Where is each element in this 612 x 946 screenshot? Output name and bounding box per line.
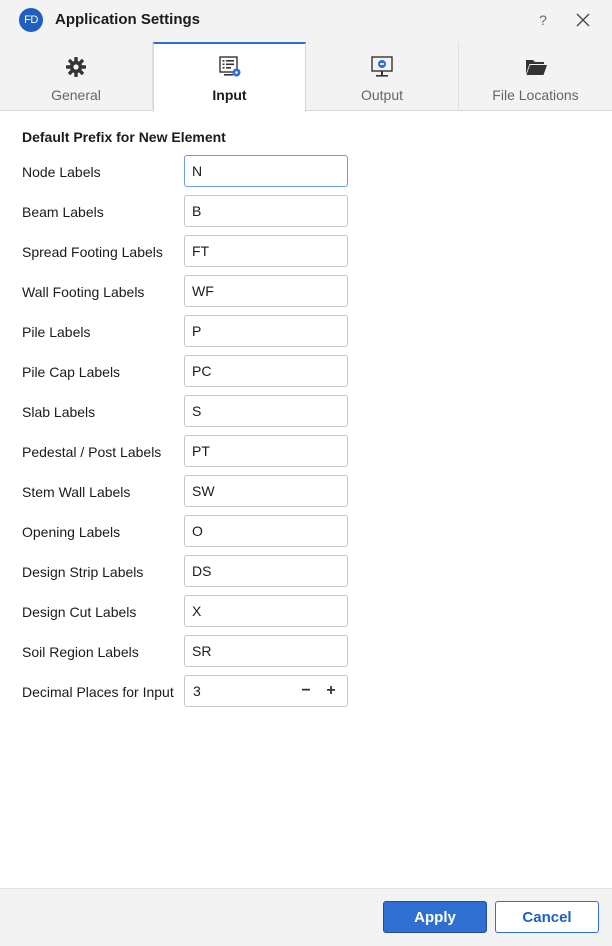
folder-icon — [524, 55, 548, 79]
cancel-button[interactable]: Cancel — [495, 901, 599, 933]
pedestal-post-labels-label: Pedestal / Post Labels — [22, 444, 162, 460]
beam-labels-input[interactable] — [184, 195, 348, 227]
tab-input-label: Input — [212, 87, 247, 103]
design-cut-labels-input[interactable] — [184, 595, 348, 627]
opening-labels-input[interactable] — [184, 515, 348, 547]
wall-footing-labels-label: Wall Footing Labels — [22, 284, 145, 300]
close-icon — [576, 13, 590, 27]
node-labels-label: Node Labels — [22, 164, 101, 180]
spread-footing-labels-input[interactable] — [184, 235, 348, 267]
tab-general[interactable] — [0, 42, 153, 111]
design-strip-labels-input[interactable] — [184, 555, 348, 587]
spread-footing-labels-label: Spread Footing Labels — [22, 244, 163, 260]
beam-labels-label: Beam Labels — [22, 204, 104, 220]
decimal-places-label: Decimal Places for Input — [22, 684, 174, 700]
wall-footing-labels-input[interactable] — [184, 275, 348, 307]
pile-labels-label: Pile Labels — [22, 324, 91, 340]
decrement-button[interactable]: − — [301, 682, 311, 699]
tab-output-label: Output — [360, 87, 404, 103]
pedestal-post-labels-input[interactable] — [184, 435, 348, 467]
design-cut-labels-label: Design Cut Labels — [22, 604, 137, 620]
decimal-places-value[interactable]: 3 — [193, 683, 201, 699]
stem-wall-labels-input[interactable] — [184, 475, 348, 507]
pile-labels-input[interactable] — [184, 315, 348, 347]
tab-file-locations[interactable] — [459, 42, 612, 111]
soil-region-labels-input[interactable] — [184, 635, 348, 667]
increment-button[interactable]: + — [326, 682, 336, 699]
monitor-icon — [370, 55, 394, 79]
opening-labels-label: Opening Labels — [22, 524, 121, 540]
soil-region-labels-label: Soil Region Labels — [22, 644, 139, 660]
tab-output[interactable] — [306, 42, 459, 111]
slab-labels-label: Slab Labels — [22, 404, 96, 420]
settings-tabs — [0, 42, 612, 111]
list-settings-icon — [218, 55, 242, 79]
decimal-places-stepper[interactable] — [184, 675, 348, 707]
pile-cap-labels-input[interactable] — [184, 355, 348, 387]
window-title: Application Settings — [55, 11, 201, 28]
apply-button[interactable]: Apply — [383, 901, 487, 933]
tab-input[interactable] — [153, 42, 306, 112]
pile-cap-labels-label: Pile Cap Labels — [22, 364, 121, 380]
stem-wall-labels-label: Stem Wall Labels — [22, 484, 131, 500]
gear-icon — [65, 56, 87, 78]
node-labels-input[interactable] — [184, 155, 348, 187]
section-title: Default Prefix for New Element — [22, 129, 226, 145]
tab-file-locations-label: File Locations — [492, 87, 579, 103]
close-button[interactable] — [572, 9, 594, 31]
tab-general-label: General — [51, 87, 101, 103]
dialog-footer — [0, 888, 612, 946]
title-bar — [0, 0, 612, 42]
slab-labels-input[interactable] — [184, 395, 348, 427]
help-button[interactable]: ? — [539, 12, 547, 28]
app-logo-icon: FD — [19, 8, 43, 32]
design-strip-labels-label: Design Strip Labels — [22, 564, 144, 580]
